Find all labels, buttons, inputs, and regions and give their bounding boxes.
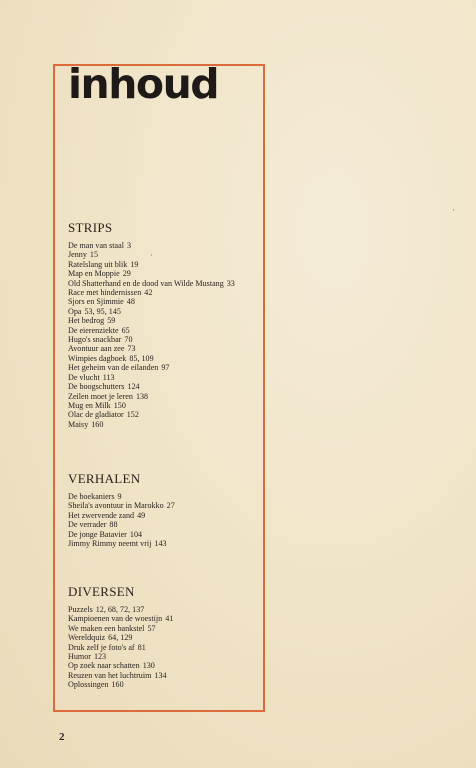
entry-title: Race met hindernissen (68, 288, 142, 298)
contents-entry (68, 363, 258, 372)
entry-title: Het zwervende zand (68, 510, 135, 520)
entry-page: 143 (154, 539, 167, 549)
entry-page: 9 (117, 492, 122, 501)
entry-page: 160 (111, 680, 124, 690)
entry-page: 152 (126, 410, 139, 420)
entry-page: 113 (102, 372, 115, 382)
entry-title: Jenny (68, 250, 87, 260)
contents-entry (68, 335, 258, 344)
entry-page: 70 (124, 335, 133, 345)
entry-page: 42 (144, 288, 153, 298)
section-verhalen (68, 471, 258, 548)
entry-page: 53, 95, 145 (84, 306, 121, 316)
entry-page: 138 (135, 391, 149, 401)
contents-entry (68, 520, 258, 529)
entry-title: Mug en Milk (68, 400, 111, 410)
entry-title: De man van staal (68, 241, 124, 250)
page-title: inhoud (68, 60, 219, 108)
entry-title: Oplossingen (68, 680, 109, 690)
entry-title: Maisy (68, 419, 89, 429)
contents-entry (68, 624, 258, 633)
entry-title: Het bedrog (68, 316, 105, 326)
entry-page: 134 (154, 670, 167, 680)
contents-entry (68, 605, 258, 614)
contents-entry (68, 260, 258, 269)
entry-title: De eierenziekte (68, 325, 119, 335)
page-number: 2 (59, 731, 65, 743)
section-heading: DIVERSEN (68, 584, 135, 599)
section-diversen (68, 584, 258, 690)
entry-title: Humor (68, 652, 91, 662)
entry-page: 19 (130, 259, 139, 269)
section-strips (68, 220, 258, 429)
entry-page: 29 (122, 269, 131, 279)
section-heading: VERHALEN (68, 471, 141, 486)
contents-entry (68, 680, 258, 689)
contents-entry (68, 373, 258, 382)
entry-page: 88 (109, 520, 118, 530)
print-speck: · (150, 250, 153, 260)
contents-entry (68, 316, 258, 325)
entry-page: 59 (107, 316, 116, 326)
entry-title: Kampioenen van de woestijn (68, 614, 163, 624)
section-heading: STRIPS (68, 220, 113, 235)
contents-entry (68, 614, 258, 623)
entry-page: 124 (127, 382, 140, 392)
entry-title: Puzzels (68, 605, 93, 614)
entry-page: 64, 129 (108, 633, 133, 643)
entry-page: 41 (165, 614, 174, 624)
section-list (68, 605, 258, 690)
contents-entry (68, 241, 258, 250)
contents-entry (68, 250, 258, 259)
entry-title: Sjors en Sjimmie (68, 297, 124, 307)
entry-page: 73 (127, 344, 136, 354)
entry-page: 130 (142, 661, 155, 671)
section-list (68, 492, 258, 548)
entry-title: Old Shatterhand en de dood van Wilde Mustang (68, 278, 224, 288)
entry-title: Sheila's avontuur in Marokko (68, 501, 164, 511)
entry-page: 12, 68, 72, 137 (95, 605, 145, 614)
contents-entry (68, 420, 258, 429)
contents-entry (68, 530, 258, 539)
entry-page: 65 (121, 325, 130, 335)
entry-page: 33 (226, 278, 235, 288)
entry-title: Hugo's snackbar (68, 335, 122, 345)
entry-title: De verrader (68, 520, 107, 530)
entry-title: Wereldquiz (68, 633, 106, 643)
entry-title: Opa (68, 306, 82, 316)
contents-entry (68, 511, 258, 520)
entry-title: Map en Moppie (68, 269, 120, 279)
contents-entry (68, 326, 258, 335)
contents-entry (68, 671, 258, 680)
entry-title: De jonge Batavier (68, 529, 127, 539)
entry-page: 123 (93, 652, 107, 662)
contents-entry (68, 501, 258, 510)
contents-entry (68, 279, 258, 288)
entry-page: 85, 109 (129, 353, 154, 363)
entry-page: 81 (137, 642, 146, 652)
entry-page: 48 (126, 297, 135, 307)
print-speck: · (452, 205, 455, 215)
entry-title: Het geheim van de eilanden (68, 363, 159, 373)
contents-entry (68, 288, 258, 297)
contents-entry (68, 643, 258, 652)
contents-entry (68, 344, 258, 353)
contents-entry (68, 269, 258, 278)
contents-entry (68, 652, 258, 661)
entry-title: Avontuur aan zee (68, 344, 125, 354)
entry-page: 97 (161, 363, 170, 373)
entry-page: 57 (147, 623, 156, 633)
contents-entry (68, 539, 258, 548)
contents-entry (68, 307, 258, 316)
contents-entry (68, 382, 258, 391)
entry-page: 27 (166, 501, 175, 511)
contents-entry (68, 492, 258, 501)
entry-page: 49 (137, 510, 146, 520)
entry-title: Zeilen moet je leren (68, 391, 133, 401)
entry-title: Reuzen van het luchtruim (68, 670, 152, 680)
entry-title: We maken een bankstel (68, 623, 145, 633)
contents-entry (68, 661, 258, 670)
entry-page: 3 (126, 241, 132, 250)
contents-entry (68, 633, 258, 642)
section-list (68, 241, 258, 429)
entry-page: 104 (129, 529, 143, 539)
contents-entry (68, 297, 258, 306)
contents-entry (68, 401, 258, 410)
contents-entry (68, 410, 258, 419)
entry-title: Op zoek naar schatten (68, 661, 140, 671)
entry-title: Jimmy Rimmy neemt vrij (68, 539, 152, 549)
entry-title: De vlucht (68, 372, 100, 382)
contents-entry (68, 354, 258, 363)
entry-title: Ratelslang uit blik (68, 259, 128, 269)
entry-page: 150 (113, 400, 126, 410)
entry-title: Druk zelf je foto's af (68, 642, 135, 652)
entry-title: De boekaniers (68, 492, 115, 501)
entry-title: De boogschutters (68, 382, 125, 392)
entry-title: Olac de gladiator (68, 410, 124, 420)
contents-entry (68, 392, 258, 401)
entry-title: Wimpies dagboek (68, 353, 127, 363)
entry-page: 160 (91, 419, 104, 429)
entry-page: 15 (89, 250, 98, 260)
